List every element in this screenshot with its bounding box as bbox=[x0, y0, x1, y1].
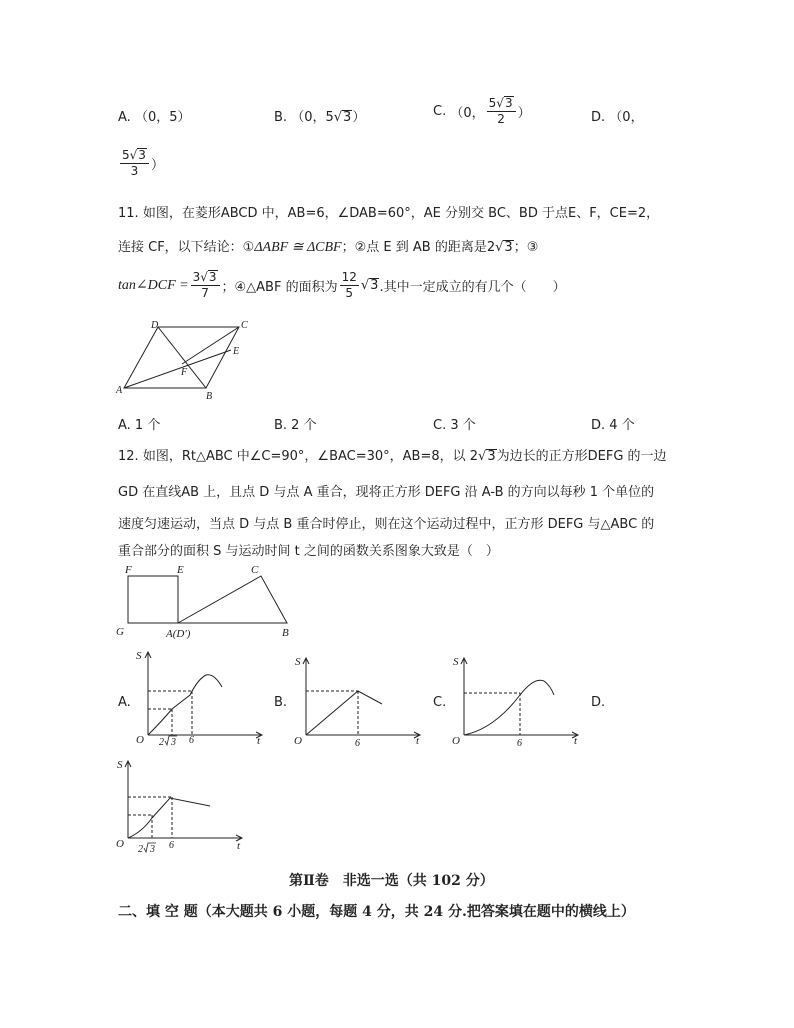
label-b: B bbox=[206, 391, 213, 402]
graph-d-o: O bbox=[116, 838, 124, 850]
q11-line-3-tan: tan∠DCF = bbox=[118, 278, 189, 293]
label-c: C bbox=[251, 564, 259, 576]
label-f: F bbox=[125, 564, 132, 576]
q10-option-b-radicand: 3 bbox=[343, 110, 352, 125]
q10-option-c-post: ） bbox=[517, 106, 531, 121]
section-2-title: 第Ⅱ卷 非选一选（共 102 分） bbox=[289, 873, 494, 889]
graph-a bbox=[130, 645, 270, 755]
q11-tan-num-coef: 3 bbox=[192, 270, 201, 284]
label-d: D bbox=[151, 320, 159, 331]
q10-option-c-fraction: $\frac{5√3}{2}$ bbox=[487, 96, 516, 127]
graph-b bbox=[290, 651, 430, 751]
graph-a-root3: 3 bbox=[171, 737, 176, 748]
q11-area-fraction bbox=[340, 270, 359, 301]
label-e: E bbox=[233, 346, 240, 357]
graph-a-s: S bbox=[136, 650, 142, 662]
graph-b-six: 6 bbox=[355, 738, 360, 749]
q12-number: 12. bbox=[118, 449, 139, 464]
q10-option-b-pre: （0，5 bbox=[291, 110, 334, 125]
q11-line-3: tan∠DCF = $\frac{3√3}{7}$ ；④△ABF 的面积为 $\frac{12}{5}$ √3.其中一定成立的有几个（ ） bbox=[118, 270, 566, 300]
q10-option-c-num-radicand: 3 bbox=[504, 96, 513, 110]
q11-line-1 bbox=[118, 202, 659, 221]
q11-line-2-pre: 连接 CF，以下结论：① bbox=[118, 240, 255, 255]
q11-rhombus-figure bbox=[110, 316, 260, 406]
graph-c bbox=[450, 651, 590, 751]
q10-option-b-label: B. bbox=[274, 110, 288, 125]
graph-a-o: O bbox=[136, 734, 144, 746]
q10-option-b: B. （0，5√3） bbox=[274, 110, 366, 125]
square-defg bbox=[128, 576, 178, 623]
graph-c-s: S bbox=[453, 656, 459, 668]
q11-area-num: 12 bbox=[341, 270, 357, 284]
graph-d bbox=[112, 754, 252, 858]
segment-cf bbox=[182, 327, 239, 364]
graph-d-two: 2 bbox=[138, 844, 143, 855]
q12-line-1-pre: 如图，Rt△ABC 中∠C=90°，∠BAC=30°，AB=8，以 2 bbox=[142, 449, 479, 464]
q10-option-d-num-coef: 5 bbox=[122, 148, 130, 162]
graph-c-t: t bbox=[574, 735, 578, 747]
q11-option-a: A. 1 个 bbox=[118, 418, 161, 433]
q12-square-triangle-figure bbox=[112, 560, 302, 642]
q11-tan-den: 7 bbox=[201, 286, 209, 300]
graph-d-root3: 3 bbox=[150, 844, 155, 855]
triangle-abc bbox=[178, 576, 287, 623]
q11-line-1-text: 如图，在菱形ABCD 中，AB=6，∠DAB=60°，AE 分别交 BC、BD 于点E、F，CE=2， bbox=[142, 206, 660, 221]
q11-option-d: D. 4 个 bbox=[591, 418, 635, 433]
q10-option-c-den: 2 bbox=[497, 112, 505, 126]
q12-option-c-label: C. bbox=[433, 695, 447, 710]
graph-b-t: t bbox=[416, 735, 420, 747]
label-e: E bbox=[177, 564, 184, 576]
graph-c-o: O bbox=[452, 735, 460, 747]
q10-option-d-fraction: $\frac{5√3}{3}$ bbox=[120, 148, 149, 179]
q10-option-c-pre: （0， bbox=[450, 106, 485, 121]
label-g: G bbox=[116, 626, 124, 638]
q11-line-2-mid: ；②点 E 到 AB 的距离是 bbox=[341, 240, 487, 255]
q11-tan-num-radicand: 3 bbox=[208, 270, 217, 284]
q12-line-2: GD 在直线AB 上，且点 D 与点 A 重合，现将正方形 DEFG 沿 A-B 的方向以每秒 1 个单位的 bbox=[118, 485, 655, 500]
label-a-d: A(D′) bbox=[166, 628, 191, 640]
segment-ae bbox=[124, 350, 231, 388]
q10-option-c-num-coef: 5 bbox=[488, 96, 497, 110]
graph-d-curve bbox=[128, 798, 210, 838]
graph-b-o: O bbox=[294, 735, 302, 747]
q10-option-a-text: （0，5） bbox=[134, 110, 191, 125]
q10-option-d-num-radicand: 3 bbox=[138, 148, 146, 162]
graph-b-curve bbox=[306, 691, 382, 735]
q11-line-2-math: ΔABF ≅ ΔCBF bbox=[254, 240, 342, 255]
q10-option-a-label: A. bbox=[118, 110, 131, 125]
q12-line-4: 重合部分的面积 S 与运动时间 t 之间的函数关系图象大致是（ ） bbox=[118, 544, 499, 559]
q10-option-d-post: ） bbox=[150, 158, 164, 173]
q11-area-radicand: 3 bbox=[370, 278, 379, 293]
q10-option-b-post: ） bbox=[352, 110, 366, 125]
q11-line-3-mid: ；④△ABF 的面积为 bbox=[221, 280, 338, 295]
q12-option-d-label: D. bbox=[591, 695, 606, 710]
label-c: C bbox=[241, 320, 248, 331]
q11-line-2-coef: 2 bbox=[486, 240, 496, 255]
q10-option-d-fraction-line bbox=[118, 148, 164, 179]
graph-d-six: 6 bbox=[169, 840, 174, 851]
diagonal-bd bbox=[158, 327, 206, 388]
graph-a-curve bbox=[148, 675, 222, 735]
label-f: F bbox=[181, 367, 188, 378]
q10-option-d bbox=[591, 106, 644, 125]
section-2-heading: 二、填 空 题（本大题共 6 小题，每题 4 分，共 24 分.把答案填在题中的横线上） bbox=[118, 904, 635, 920]
q10-option-d-text: （0， bbox=[609, 110, 644, 125]
graph-b-s: S bbox=[295, 656, 301, 668]
q11-number: 11. bbox=[118, 206, 139, 221]
q10-option-d-den: 3 bbox=[130, 164, 139, 178]
q11-option-b: B. 2 个 bbox=[274, 418, 317, 433]
q10-option-c bbox=[433, 96, 531, 127]
q11-line-2-radicand: 3 bbox=[504, 240, 513, 255]
graph-d-s: S bbox=[117, 759, 123, 771]
graph-d-t: t bbox=[237, 840, 241, 852]
q11-tan-fraction: $\frac{3√3}{7}$ bbox=[191, 270, 220, 301]
q12-line-1-radicand: 3 bbox=[487, 449, 496, 464]
q10-option-c-label: C. bbox=[433, 104, 447, 119]
q11-line-2-post: ；③ bbox=[513, 240, 539, 255]
q12-line-1: 12. 如图，Rt△ABC 中∠C=90°，∠BAC=30°，AB=8，以 2√3为边长的正方形DEFG 的一边 bbox=[118, 449, 667, 464]
q11-option-c: C. 3 个 bbox=[433, 418, 476, 433]
q12-line-1-post: 为边长的正方形DEFG 的一边 bbox=[496, 449, 667, 464]
graph-a-two: 2 bbox=[159, 737, 164, 748]
q12-option-b-label: B. bbox=[274, 695, 288, 710]
graph-a-t: t bbox=[257, 735, 261, 747]
q11-line-3-post: .其中一定成立的有几个（ ） bbox=[379, 280, 566, 295]
q12-line-3: 速度匀速运动，当点 D 与点 B 重合时停止，则在这个运动过程中，正方形 DEFG 与△ABC 的 bbox=[118, 517, 655, 532]
q12-option-a-label: A. bbox=[118, 695, 131, 710]
label-a: A bbox=[116, 385, 123, 396]
graph-c-six: 6 bbox=[517, 738, 522, 749]
graph-c-curve bbox=[464, 680, 554, 735]
q11-area-den: 5 bbox=[345, 286, 354, 300]
label-b: B bbox=[282, 627, 289, 639]
q10-option-a bbox=[118, 106, 190, 125]
q10-option-d-label: D. bbox=[591, 110, 606, 125]
q11-line-2: 连接 CF，以下结论：①ΔABF ≅ ΔCBF；②点 E 到 AB 的距离是2√3；③ bbox=[118, 240, 539, 255]
graph-a-six: 6 bbox=[189, 735, 194, 746]
